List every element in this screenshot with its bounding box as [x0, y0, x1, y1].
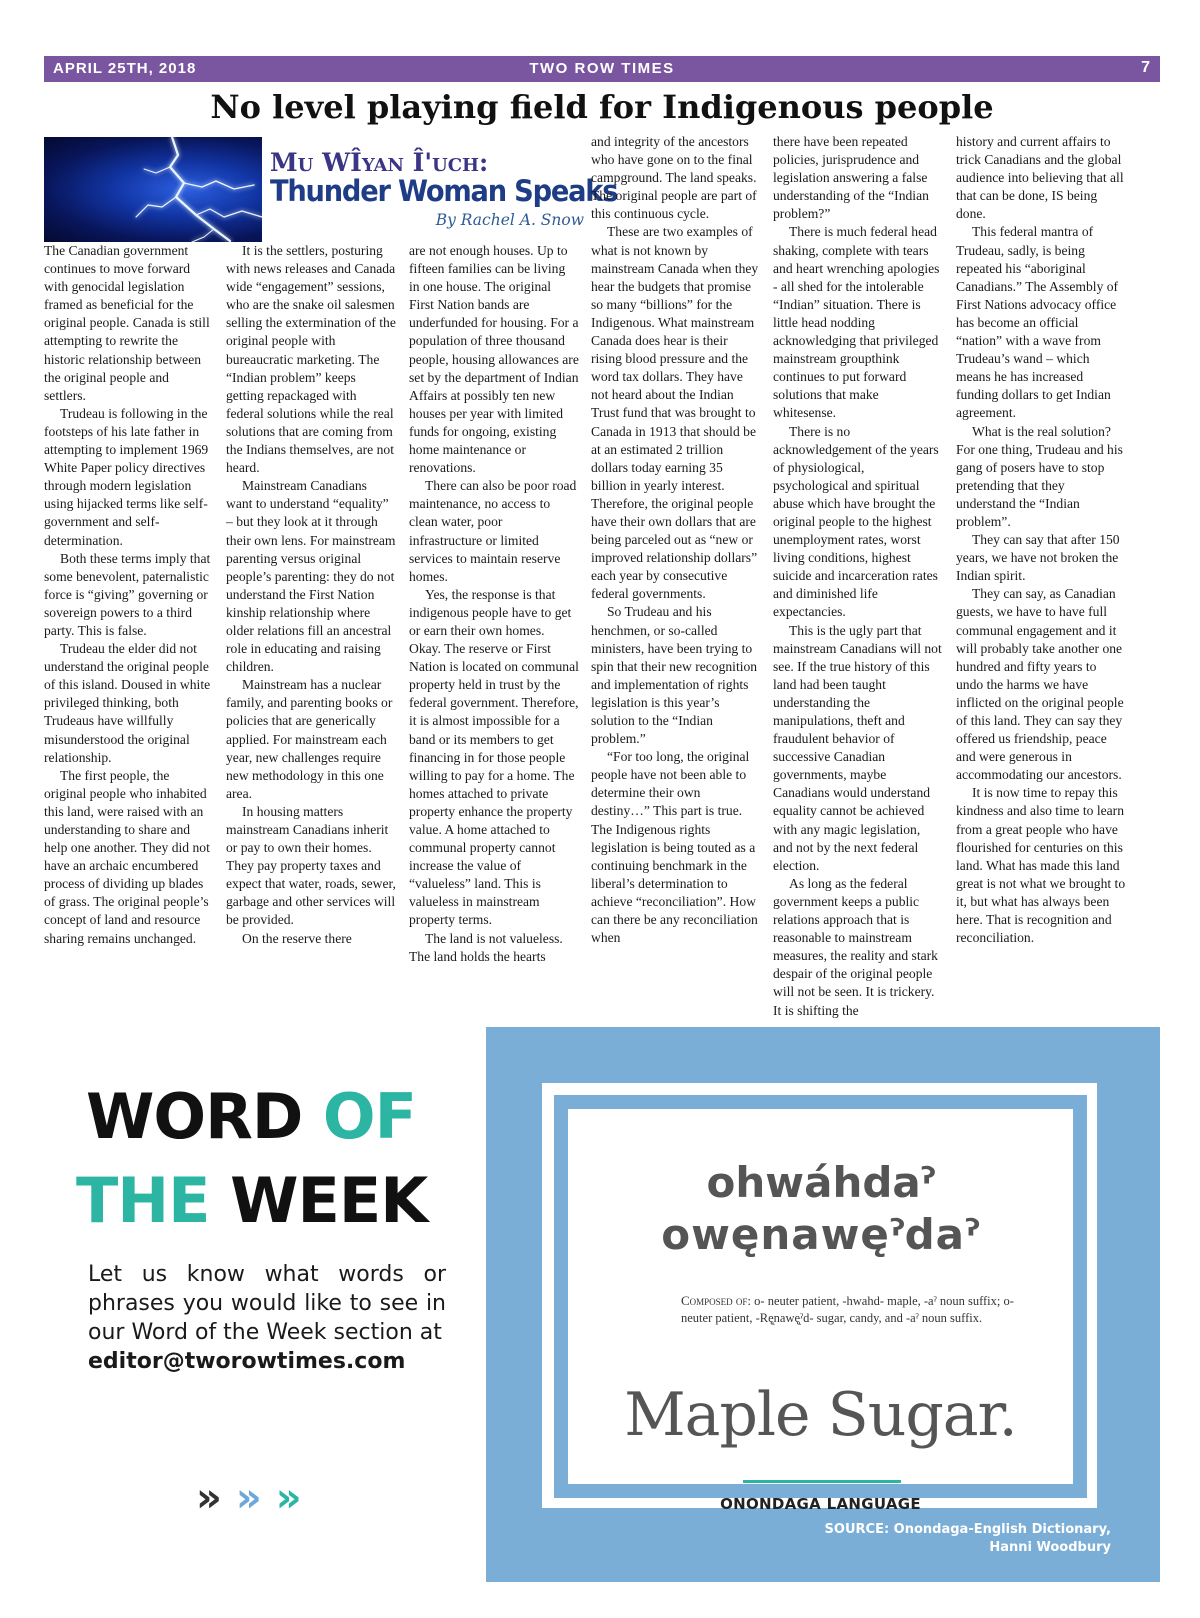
article-column-5 — [773, 133, 943, 1020]
chevron-right-icon: » — [235, 1475, 276, 1521]
paragraph: Mainstream has a nuclear family, and parenting books or policies that are generically applied. For mainstream each year, new challenges require new methodology in this one area. — [226, 677, 393, 801]
page-header-bar — [44, 56, 1160, 82]
word-card-panel — [486, 1027, 1160, 1582]
source-line: Hanni Woodbury — [989, 1540, 1111, 1555]
publication-name: TWO ROW TIMES — [529, 60, 675, 77]
paragraph: there have been repeated policies, jurisprudence and legislation answering a false understanding of the “Indian problem?” — [773, 134, 929, 222]
byline: By Rachel A. Snow — [435, 211, 584, 229]
paragraph: “For too long, the original people have not been able to determine their own destiny…” This part is true. The Indigenous rights legislation is being touted as a continuing benchmark in the liberal’s determination to achieve “reconciliation”. How can there be any reconciliation when — [591, 749, 758, 946]
lightning-bolt-graphic — [44, 137, 262, 242]
paragraph: These are two examples of what is not known by mainstream Canada when they hear the budgets that promise so many “billions” for the Indigenous. What mainstream Canada does hear is their rising blood pressure and the word tax dollars. They have not heard about the Indian Trust fund that was brought to Canada in 1913 that should be at an estimated 2 trillion dollars today earning 35 billion in yearly interest. Therefore, the original people have their own dollars that are being parceled out as “new or improved relationship dollars” each year by consecutive federal governments. — [591, 224, 759, 602]
column-title-native: Mu WÎyan Î'uch: — [270, 148, 489, 177]
paragraph: Trudeau the elder did not understand the original people of this island. Doused in white privileged thinking, both Trudeaus have willfully misunderstood the original relationship. — [44, 641, 211, 765]
word-composition — [681, 1292, 1031, 1327]
chevron-right-icon: » — [196, 1475, 236, 1521]
paragraph: This is the ugly part that mainstream Canadians will not see. If the true history of this land had been taught understanding the manipulations, theft and fraudulent behavior of successive Canadian governments, maybe Canadians would understand equality cannot be achieved with any magic legislation, and not by the next federal election. — [773, 622, 942, 873]
paragraph: It is the settlers, posturing with news releases and Canada wide “engagement” sessions, who are the snake oil salesmen selling the extermination of the original people with bureaucratic marketing. The “Indian problem” keeps getting repackaged with federal solutions while the real solutions that are coming from the Indians themselves, are not heard. — [226, 243, 396, 476]
article-column-6 — [956, 133, 1126, 947]
paragraph: Mainstream Canadians want to understand “equality” – but they look at it through their own lens. For mainstream parenting versus original people’s parenting: they do not understand the First Nation kinship relationship where older relations fill an ancestral role in educating and raising children. — [226, 478, 396, 675]
title-word: WORD — [86, 1080, 303, 1153]
title-of: OF — [322, 1080, 416, 1153]
paragraph: Yes, the response is that indigenous people have to get or earn their own homes. Okay. The reserve or First Nation is located on communal property held in trust by the federal government. Therefore, it is almost impossible for a band or its members to get financing in for those people willing to pay for a home. The homes attached to private property enhance the property value. A home attached to communal property cannot increase the value of “valueless” land. This is valueless in mainstream property terms. — [409, 586, 579, 928]
paragraph: So Trudeau and his henchmen, or so-called ministers, have been trying to spin that their new recognition and implementation of rights legislation is this year’s solution to the “Indian problem.” — [591, 604, 758, 747]
composed-label: Composed of: — [681, 1293, 752, 1308]
chevron-right-icon: » — [275, 1475, 316, 1521]
composed-text: o- neuter patient, -hwahd- maple, -aˀ noun suffix; o- neuter patient, -Rę̨nawę̨ˀd- sugar, candy, and -aˀ noun suffix. — [681, 1294, 1014, 1325]
paragraph: There is much federal head shaking, complete with tears and heart wrenching apologies - all shed for the intolerable “Indian” situation. There is little head nodding acknowledging that privileged mainstream groupthink continues to put forward solutions that make whitesense. — [773, 224, 940, 421]
paragraph: Both these terms imply that some benevolent, paternalistic force is “giving” governing or sovereign powers to a third party. This is false. — [44, 550, 211, 638]
paragraph: are not enough houses. Up to fifteen families can be living in one house. The original First Nation bands are underfunded for housing. For a population of three thousand people, housing allowances are set by the department of Indian Affairs at possibly ten new houses per year with limited funds for ongoing, existing home maintenance or renovations. — [409, 243, 579, 476]
article-headline: No level playing field for Indigenous people — [210, 88, 994, 126]
paragraph: The land is not valueless. The land holds the hearts — [409, 930, 563, 964]
paragraph: What is the real solution? For one thing, Trudeau and his gang of posers have to stop pretending that they understand the “Indian problem”. — [956, 423, 1123, 529]
paragraph: history and current affairs to trick Canadians and the global audience into believing that all that can be done, IS being done. — [956, 134, 1124, 222]
paragraph: and integrity of the ancestors who have gone on to the final campground. The land speaks. The original people are part of this continuous cycle. — [591, 134, 757, 222]
paragraph: As long as the federal government keeps a public relations approach that is reasonable to mainstream measures, the reality and stark despair of the original people will not be seen. It is trickery. It is shifting the — [773, 875, 938, 1018]
paragraph: They can say, as Canadian guests, we have to have full communal engagement and it will probably take another one hundred and fifty years to undo the harms we have inflicted on the original people of this land. They can say they offered us friendship, peace and were generous in accommodating our ancestors. — [956, 586, 1124, 783]
paragraph: The first people, the original people who inhabited this land, were raised with an understanding to share and help one another. They did not have an archaic encumbered process of dividing up blades of grass. The original people’s concept of land and resource sharing remains unchanged. — [44, 767, 210, 946]
article-column-4 — [591, 133, 761, 947]
divider — [743, 1480, 901, 1483]
word-of-the-week-prompt — [88, 1260, 446, 1376]
paragraph: This federal mantra of Trudeau, sadly, is being repeated his “aboriginal Canadians.” The Assembly of First Nations advocacy office has become an official “nation” with a wave from Trudeau’s wand – which means he has increased funding dollars to get Indian agreement. — [956, 224, 1119, 421]
title-week: WEEK — [230, 1164, 428, 1237]
paragraph: In housing matters mainstream Canadians inherit or pay to own their homes. They pay property taxes and expect that water, roads, sewer, garbage and other services will be provided. — [226, 803, 396, 928]
article-column-1 — [44, 242, 212, 948]
word-of-the-week-title — [76, 1075, 466, 1243]
word-card-frame — [542, 1083, 1097, 1513]
paragraph: The Canadian government continues to move forward with genocidal legislation framed as beneficial for the original people. Canada is still attempting to rewrite the historic relationship between the original people and settlers. — [44, 243, 210, 403]
arrow-decoration — [196, 1475, 316, 1521]
paragraph: There is no acknowledgement of the years of physiological, psychological and spiritual abuse which have brought the original people to the highest unemployment rates, worst living conditions, highest suicide and incarceration rates and diminished life expectancies. — [773, 423, 939, 620]
onondaga-word-line2: owę̨nawę̨ˀdaˀ — [661, 1210, 980, 1259]
column-header — [270, 148, 618, 229]
word-card — [568, 1109, 1073, 1513]
paragraph: It is now time to repay this kindness and also time to learn from a great people who have flourished for centuries on this land. What has made this land great is not what we brought to it, but what has always been here. That is recognition and reconciliation. — [956, 785, 1126, 946]
prompt-text: Let us know what words or phrases you would like to see in our Word of the Week section at — [88, 1262, 446, 1345]
page-number: 7 — [1141, 59, 1151, 76]
issue-date: APRIL 25TH, 2018 — [53, 60, 197, 77]
column-title: Thunder Woman Speaks — [270, 174, 618, 208]
language-label: ONONDAGA LANGUAGE — [720, 1495, 921, 1513]
paragraph: They can say that after 150 years, we have not broken the Indian spirit. — [956, 532, 1120, 584]
paragraph: Trudeau is following in the footsteps of his late father in attempting to implement 1969 White Paper policy directives through modern legislation using hijacked terms like self-government and self-determination. — [44, 405, 209, 548]
title-the: THE — [76, 1164, 210, 1237]
paragraph: On the reserve there — [242, 930, 352, 946]
english-meaning: Maple Sugar. — [624, 1380, 1017, 1450]
source-line: SOURCE: Onondaga-English Dictionary, — [824, 1522, 1111, 1537]
article-column-2 — [226, 242, 396, 948]
source-credit — [825, 1521, 1111, 1557]
onondaga-word-line1: ohwáhdaˀ — [706, 1158, 935, 1207]
article-column-3 — [409, 242, 579, 966]
paragraph: There can also be poor road maintenance, no access to clean water, poor infrastructure or limited services to maintain reserve homes. — [409, 478, 577, 584]
editor-email-link[interactable]: editor@tworowtimes.com — [88, 1349, 406, 1374]
lightning-image — [44, 137, 262, 242]
